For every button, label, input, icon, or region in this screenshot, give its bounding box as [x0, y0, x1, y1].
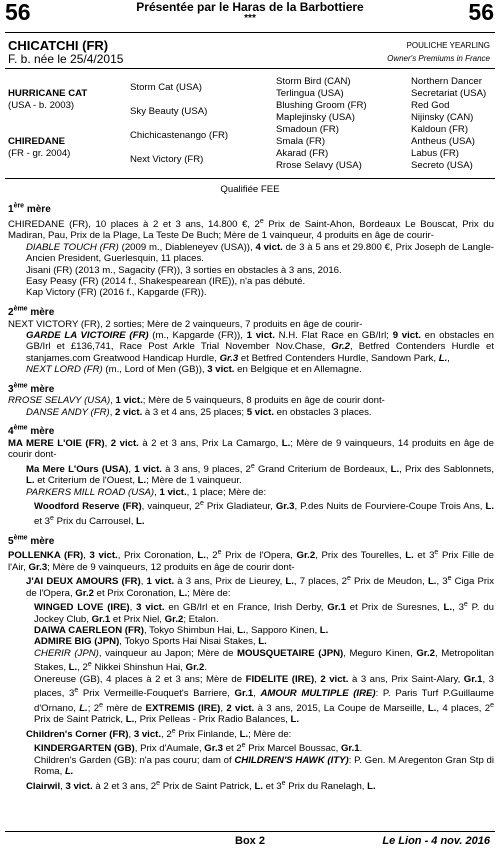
divider: [5, 178, 495, 179]
pedigree: [0, 76, 500, 176]
g4-5: Kaldoun (FR): [411, 124, 469, 135]
g3-8: Rrose Selavy (USA): [276, 160, 362, 171]
catalogue-body: 1ère mère CHIREDANE (FR), 10 places à 2 et 3 ans, 14.800 €, 2e Prix de Saint-Ahon, Bordeaux Le Bouscat, Prix du Madiran, Pau, Prix de la Plage, La Teste De Buch; Mère de 1 vainqueur, 4 produits en âge de courir- DIABLE TOUCH (FR) (2009 m., Diableneyev (USA)), 4 vict. de 3 à 5 ans et 29.800 €, Prix Joseph de Langle-Ancien President, Guerlesquin, 11 places. Jisani (FR) (2013 m., Sagacity (FR)), 3 sorties en obstacles à 3 ans, 2016. Easy Peasy (FR) (2014 f., Shakespearean (IRE)), n'a pas débuté. Kap Victory (FR) (2016 f., Kapgarde (FR)). 2ème mère NEXT VICTORY (FR), 2 sorties; Mère de 2 vainqueurs, 7 produits en âge de courir- GARDE LA VICTOIRE (FR) (m., Kapgarde (FR)), 1 vict. N.H. Flat Race en GB/Irl; 9 vict. en obstacles en GB/Irl et £136,741, Race Post Arkle Trial November Nov.Chase, Gr.2, Betfred Contenders Hurdle et stanjames.com Greatwood Handicap Hurdle, Gr.3 et Betfred Contenders Hurdle, Sandown Park, L., NEXT LORD (FR) (m., Lord of Men (GB)), 3 vict. en Belgique et en Allemagne. 3ème mère RROSE SELAVY (USA), 1 vict.; Mère de 5 vainqueurs, 8 produits en âge de courir dont- DANSE ANDY (FR), 2 vict. à 3 et 4 ans, 25 places; 5 vict. en obstacles 3 places. 4ème mère MA MERE L'OIE (FR), 2 vict. à 2 et 3 ans, Prix La Camargo, L.; Mère de 9 vainqueurs, 14 produits en âge de courir dont- Ma Mere L'Ours (USA), 1 vict. à 3 ans, 9 places, 2e Grand Criterium de Bordeaux, L., Prix des Sablonnets, L. et Criterium de l'Ouest, L.; Mère de 1 vainqueur. PARKERS MILL ROAD (USA), 1 vict., 1 place; Mère de: Woodford Reserve (FR), vainqueur, 2e Prix Gladiateur, Gr.3, P.des Nuits de Fourviere-Coupe Trois Ans, L. et 3e Prix du Carrousel, L. 5ème mère POLLENKA (FR), 3 vict., Prix Coronation, L., 2e Prix de l'Opera, Gr.2, Prix des Tourelles, L. et 3e Prix Fille de l'Air, Gr.3; Mère de 9 vainqueurs, 12 produits en âge de courir dont- J'AI DEUX AMOURS (FR), 1 vict. à 3 ans, Prix de Lieurey, L., 7 places, 2e Prix de Meudon, L., 3e Ciga Prix de l'Opera, Gr.2 et Prix Coronation, L.; Mère de: WINGED LOVE (IRE), 3 vict. en GB/Irl et en France, Irish Derby, Gr.1 et Prix de Suresnes, L., 3e P. du Jockey Club, Gr.1 et Prix Niel, Gr.2; Etalon. DAIWA CAERLEON (FR), Tokyo Shimbun Hai, L., Sapporo Kinen, L. ADMIRE BIG (JPN), Tokyo Sports Hai Nisai Stakes, L. CHERIR (JPN), vainqueur au Japon; Mère de MOUSQUETAIRE (JPN), Meguro Kinen, Gr.2, Metropolitan Stakes, L., 2e Nikkei Shinshun Hai, Gr.2. Onereuse (GB), 4 places à 2 et 3 ans; Mère de FIDELITE (IRE), 2 vict. à 3 ans, Prix Saint-Alary, Gr.1, 3 places, 3e Prix Vermeille-Fouquet's Barriere, Gr.1, AMOUR MULTIPLE (IRE): P. Paris Turf P.Guillaume d'Ornano, L.; 2e mère de EXTREMIS (IRE), 2 vict. à 3 ans, 2015, La Coupe de Marseille, L., 4 places, 2e Prix de Saint Patrick, L., Prix Pelleas - Prix Radio Balances, L. Children's Corner (FR), 3 vict., 2e Prix Finlande, L.; Mère de: KINDERGARTEN (GB), Prix d'Aumale, Gr.3 et 2e Prix Marcel Boussac, Gr.1. Children's Garden (GB): n'a pas couru; dam of CHILDREN'S HAWK (ITY): P. Gen. M Aregenton Gran Stp di Roma, L. Clairwil, 3 vict. à 2 et 3 ans, 2e Prix de Saint Patrick, L. et 3e Prix du Ranelagh, L.: [8, 203, 495, 792]
qualifiee: Qualifiée FEE: [220, 184, 280, 195]
g2-3: Chichicastenango (FR): [130, 130, 229, 141]
lot-number-right: 56: [468, 0, 494, 25]
g3-5: Smadoun (FR): [276, 124, 339, 135]
horse-name: CHICATCHI (FR): [8, 38, 109, 53]
g2-1: Storm Cat (USA): [130, 82, 202, 93]
sire-info: (USA - b. 2003): [8, 100, 75, 111]
g4-7: Labus (FR): [411, 148, 459, 159]
premiums: Owner's Premiums in France: [387, 54, 490, 63]
g3-4: Maplejinsky (USA): [276, 112, 355, 123]
dam-heading: 1ère mère: [8, 203, 51, 216]
lot-number: 56: [5, 0, 31, 25]
box-label: Box 2: [235, 835, 265, 847]
g4-3: Red God: [411, 100, 450, 111]
category: POULICHE YEARLING: [406, 41, 490, 50]
g3-2: Terlingua (USA): [276, 88, 344, 99]
g4-2: Secretariat (USA): [411, 88, 487, 99]
divider: [5, 68, 495, 69]
g4-1: Northern Dancer: [411, 76, 482, 87]
first-dam-para: CHIREDANE (FR), 10 places à 2 et 3 ans, 14.800 €, 2e Prix de Saint-Ahon, Bordeaux Le Bouscat, Prix du Madiran, Pau, Prix de la Plage, La Teste De Buch; Mère de 1 vainqueur, 4 produits en âge de courir-: [8, 217, 494, 242]
dam-name: CHIREDANE: [8, 136, 66, 147]
g4-6: Antheus (USA): [411, 136, 475, 147]
g3-6: Smala (FR): [276, 136, 326, 147]
sale-date: Le Lion - 4 nov. 2016: [382, 835, 490, 847]
g3-3: Blushing Groom (FR): [276, 100, 367, 111]
g4-4: Nijinsky (CAN): [411, 112, 474, 123]
g2-4: Next Victory (FR): [130, 154, 204, 165]
dam-info: (FR - gr. 2004): [8, 148, 71, 159]
g4-8: Secreto (USA): [411, 160, 473, 171]
g3-1: Storm Bird (CAN): [276, 76, 351, 87]
horse-desc: F. b. née le 25/4/2015: [8, 52, 124, 66]
divider: [5, 32, 495, 33]
sire-name: HURRICANE CAT: [8, 88, 88, 99]
stars: ***: [244, 13, 256, 24]
footer-divider: [5, 831, 495, 832]
consignor-line: Présentée par le Haras de la Barbottiere: [136, 0, 364, 14]
g3-7: Akarad (FR): [276, 148, 329, 159]
g2-2: Sky Beauty (USA): [130, 106, 208, 117]
footer: [0, 835, 500, 851]
